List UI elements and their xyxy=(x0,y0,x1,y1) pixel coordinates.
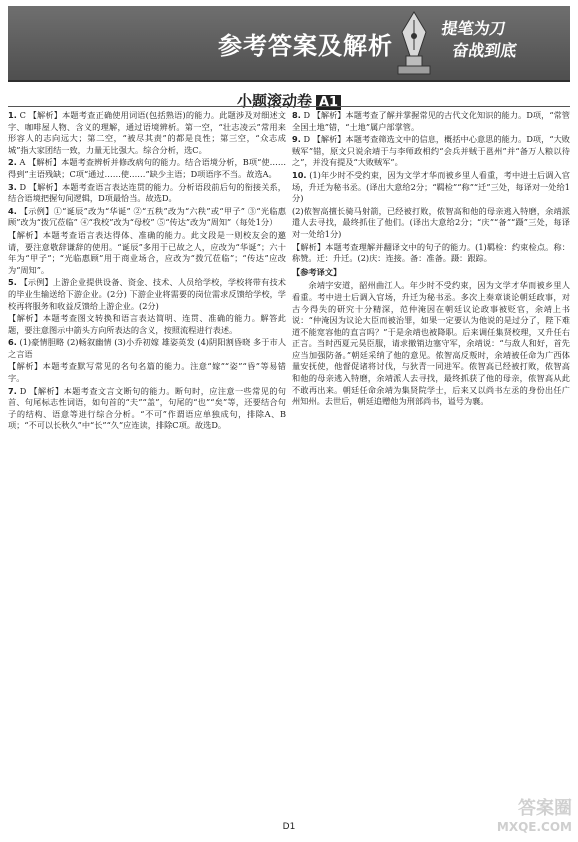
left-column xyxy=(8,110,286,433)
answer-item: (2)侬智高擅长骑马射箭，已经被打败，侬智高和他的母亲逃入特磨，余靖派遣人去寻找，最终抓住了他们。(译出大意给2分；“庆”“备”“蹑”三处，每译对一处给1分) xyxy=(292,205,570,239)
header-title: 参考答案及解析 xyxy=(218,32,393,60)
section-tag: A1 xyxy=(316,95,341,110)
answer-item: 8. D 【解析】本题考查了解并掌握常见的古代文化知识的能力。D项，“常管全国土地”错，“土地”属户部掌管。 xyxy=(292,110,570,132)
answer-item: 7. D 【解析】本题考查文言文断句的能力。断句时，应注意一些常见的句首、句尾标志性词语，如句首的“夫”“盖”，句尾的“也”“矣”等，还要结合句子的结构、语意等进行综合分析。“不可”作谓语应单独成句，排除A、B项；“不可以长秋久”中“长”“久”应连读，排除C项。故选D。 xyxy=(8,385,286,431)
watermark-line-2: MXQE.COM xyxy=(496,820,572,834)
section-title xyxy=(0,90,578,111)
pen-badge xyxy=(392,10,552,76)
translation-heading: 【参考译文】 xyxy=(292,266,342,277)
title-rule xyxy=(8,106,570,107)
answer-item: 9. D 【解析】本题考查筛选文中的信息，概括中心意思的能力。D项，“大败贼军”错，原文只说余靖于与李师政相约“会兵并贼于邕州”并“备万人粮以待之”，并没有提及“大败贼军”。 xyxy=(292,134,570,168)
site-watermark xyxy=(452,800,572,836)
page-number: D1 xyxy=(282,822,296,832)
answer-item: 【解析】本题考查语言表达得体、准确的能力。此文段是一则校友会的邀请，要注意敬辞谦辞的使用。“诞辰”多用于已故之人，应改为“华诞”；六十年为“甲子”；“光临惠顾”用于商业场合，应改为“拨冗莅临”；“传达”应改为“周知”。 xyxy=(8,229,286,275)
translation-passage: 余靖字安道，韶州曲江人。年少时不受约束，因为文学才华而被乡里人看重。考中进士后调入官场，升迁为秘书丞。多次上奏章谈论朝廷政事，对古今得失的研究十分精深，范仲淹因在朝廷议论政事被贬官，余靖上书说：“仲淹因为议论大臣而被治罪，如果一定要认为他说的是过分了，陛下难道不能宽容他的直言吗？”于是余靖也被降职。后来调任集贤校理，又升任右正言。当时西夏元昊臣服，请求撤销边塞守军，余靖说：“与敌人和好，首先应当加强防备。”朝廷采纳了他的意见。侬智高反叛时，余靖被任命为广西体量安抚使，他督促诸将讨伐，与狄青一同进军。侬智高已经被打败，侬智高和他的母亲逃入特磨，余靖派人去寻找，最终抓获了他的母亲，侬智高从此不敢再出来。朝廷任命余靖为集贤院学士，后来又以尚书左丞的身份出任广州知州。去世后，朝廷追赠他为刑部尚书，谥号为襄。 xyxy=(292,280,570,407)
motto-line-2: 奋战到底 xyxy=(451,41,518,60)
answer-item: 1. C 【解析】本题考查正确使用词语(包括熟语)的能力。此题涉及对细述文字、咖啡屋人物、含义的理解，通过语境辨析。第一空，“壮志凌云”常用来形容人的志向远大；第二空，“被尽其责”的都是良性；第三空，“众志成城”指大家团结一致，力量无比强大。综合分析，选C。 xyxy=(8,110,286,155)
answer-item: 10. (1)年少时不受约束，因为文学才华而被乡里人看重，考中进士后调入官场，升迁为秘书丞。(译出大意给2分；“羁检”“称”“迁”三处，每译对一处给1分) xyxy=(292,169,570,204)
pen-nib-icon xyxy=(392,10,436,76)
right-column xyxy=(292,110,570,408)
motto-line-1: 提笔为刀 xyxy=(440,19,507,38)
answer-item: 【解析】本题考查图文转换和语言表达简明、连贯、准确的能力。解答此题，要注意图示中箭头方向所表达的含义，按照流程进行表述。 xyxy=(8,313,286,335)
page-header xyxy=(8,6,570,82)
watermark-line-1: 答案圈 xyxy=(518,798,572,819)
answer-item: 3. D 【解析】本题考查语言表达连贯的能力。分析语段前后句的衔接关系，结合语境把握句间逻辑，D项最恰当。故选D。 xyxy=(8,181,286,204)
answer-item: 【解析】本题考查理解并翻译文中的句子的能力。(1)羁检：约束检点。称：称赞。迁：升迁。(2)庆：连接。备：准备。蹑：跟踪。 xyxy=(292,241,570,264)
answer-item: 4. 【示例】①“诞辰”改为“华诞” ②“五秩”改为“六秩”或“甲子” ③“光临惠顾”改为“拨冗莅临” ④“我校”改为“母校” ⑤“传达”改为“周知”（每处1分） xyxy=(8,205,286,228)
answer-item: 2. A 【解析】本题考查辨析并修改病句的能力。结合语境分析，B项“使……得到”主语残缺；C项“通过……使……”缺少主语；D项语序不当。故选A。 xyxy=(8,157,287,179)
header-motto xyxy=(437,18,551,62)
section-title-text: 小题滚动卷 xyxy=(236,92,312,110)
answer-item: 【解析】本题考查默写常见的名句名篇的能力。注意“嫁”“姿”“昏”等易错字。 xyxy=(8,361,286,384)
answer-item: 5. 【示例】上游企业提供设备、资金、技术、人员给学校，学校将带有技术的毕业生输送给下游企业。(2分) 下游企业将需要的岗位需求反馈给学校，学校再将服务和收益反馈给上游企业。(2分) xyxy=(8,277,286,311)
answer-item: 6. (1)豪情胆略 (2)畅叙幽情 (3)小乔初嫁 雄姿英发 (4)阴阳割昏晓 多于市人之言语 xyxy=(8,337,287,359)
